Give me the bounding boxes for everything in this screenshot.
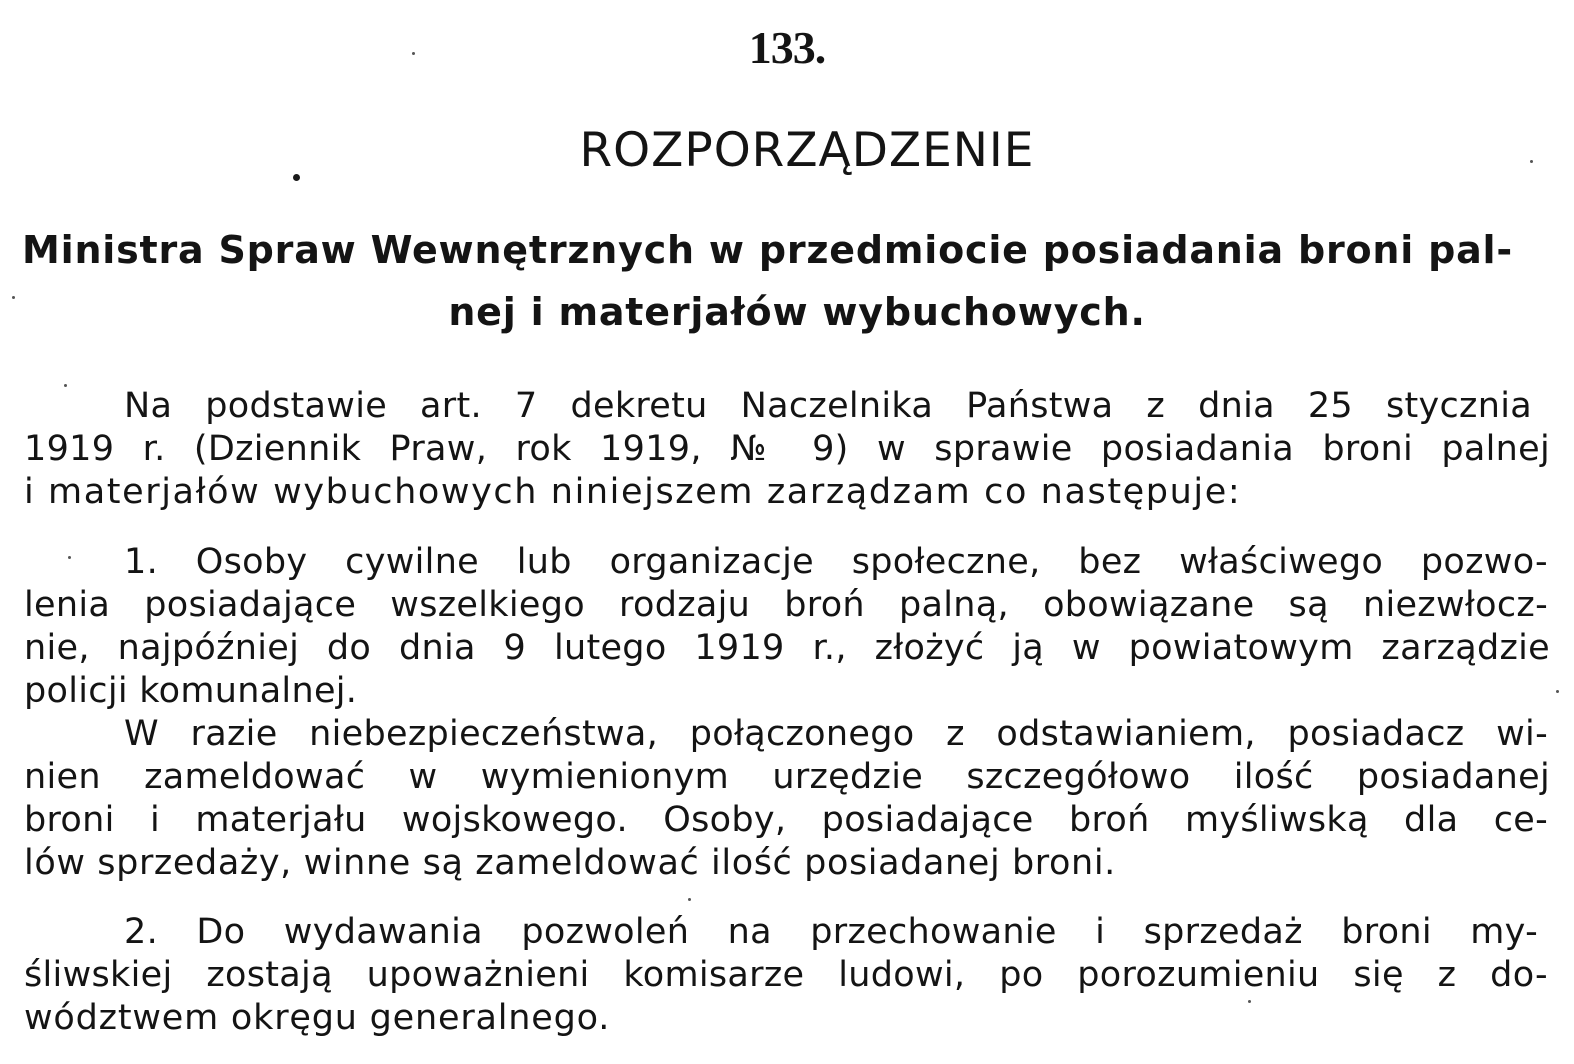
preamble-line-1: Na podstawie art. 7 dekretu Naczelnika Państwa z dnia 25 stycznia [124,386,1532,426]
section-1-cont-line-2: nien zameldować w wymienionym urzędzie szczegółowo ilość posiadanej [24,757,1550,797]
section-1-line-3: nie, najpóźniej do dnia 9 lutego 1919 r., złożyć ją w powiatowym zarządzie [24,628,1550,668]
scan-speck [1530,160,1533,163]
subtitle-line-1: Ministra Spraw Wewnętrznych w przedmiocie posiadania broni pal- [22,228,1513,272]
preamble-line-3: i materjałów wybuchowych niniejszem zarządzam co następuje: [24,472,1242,512]
scan-speck [1556,690,1559,693]
scan-speck [12,296,15,299]
scan-speck [68,556,71,559]
scan-speck [688,898,691,901]
section-1-cont-line-3: broni i materjału wojskowego. Osoby, posiadające broń myśliwską dla ce- [24,800,1548,840]
page-number: 133. [748,22,826,73]
scan-speck [1248,1000,1251,1003]
subtitle-line-2: nej i materjałów wybuchowych. [448,290,1146,334]
decree-title: ROZPORZĄDZENIE [579,123,1035,178]
section-2-line-2: śliwskiej zostają upoważnieni komisarze ludowi, po porozumieniu się z do- [24,955,1548,995]
section-2-line-3: wództwem okręgu generalnego. [24,998,611,1038]
preamble-line-2: 1919 r. (Dziennik Praw, rok 1919, № 9) w sprawie posiadania broni palnej [24,429,1550,469]
section-1-cont-line-4: lów sprzedaży, winne są zameldować ilość posiadanej broni. [24,843,1116,883]
section-1-cont-line-1: W razie niebezpieczeństwa, połączonego z odstawianiem, posiadacz wi- [124,714,1548,754]
section-2-line-1: 2. Do wydawania pozwoleń na przechowanie i sprzedaż broni my- [124,912,1538,952]
section-1-line-2: lenia posiadające wszelkiego rodzaju broń palną, obowiązane są niezwłocz- [24,585,1548,625]
section-1-line-4: policji komunalnej. [24,671,358,711]
scan-speck [412,52,415,55]
section-1-line-1: 1. Osoby cywilne lub organizacje społeczne, bez właściwego pozwo- [124,542,1548,582]
scan-speck [64,384,67,387]
